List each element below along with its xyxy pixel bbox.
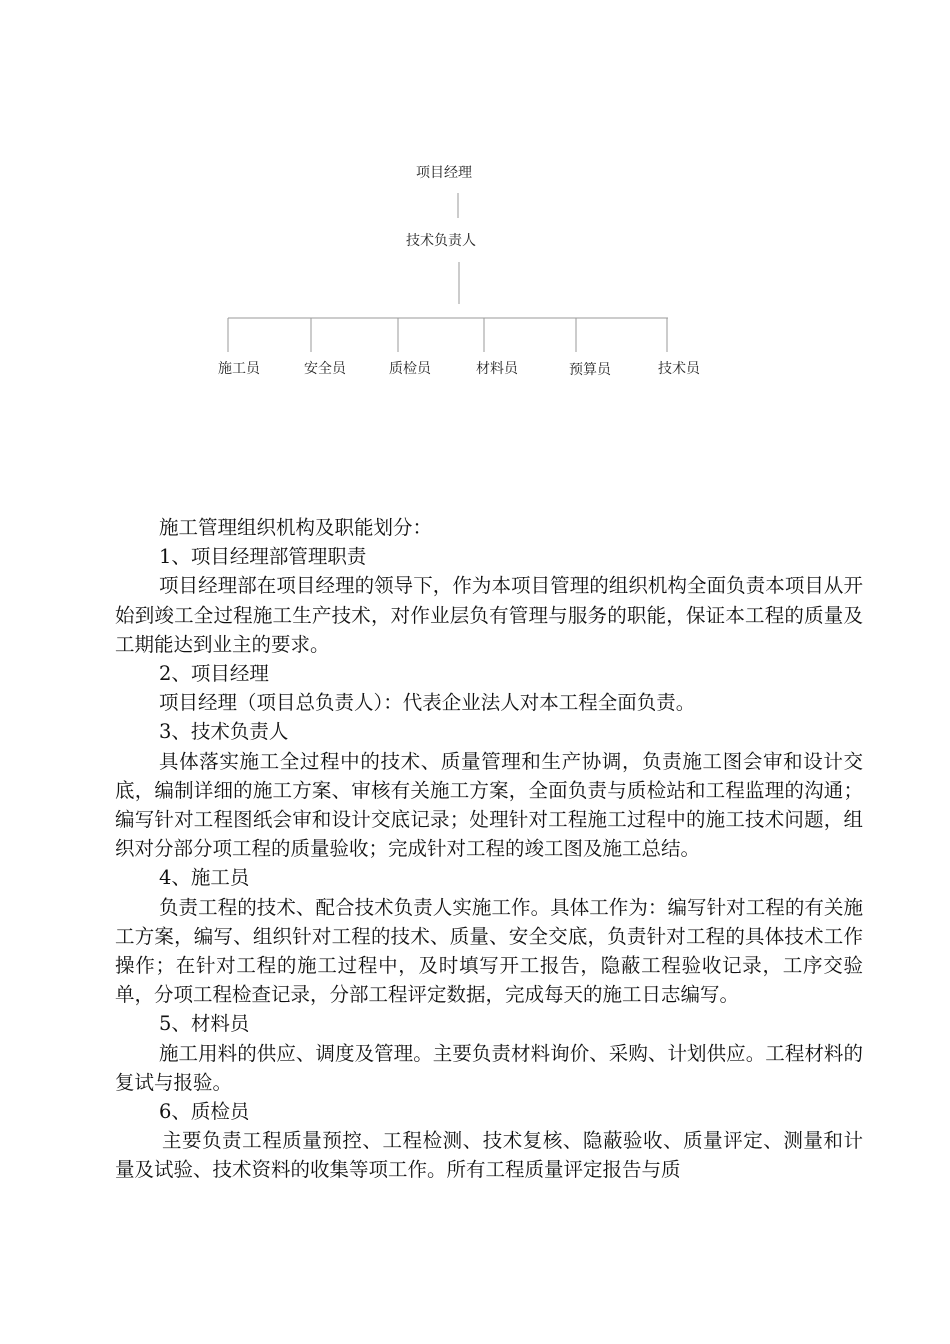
org-chart-lines xyxy=(0,0,950,420)
node-technical-lead: 技术负责人 xyxy=(406,233,476,249)
heading-3: 3、技术负责人 xyxy=(159,720,289,744)
paragraph-6: 主要负责工程质量预控、工程检测、技术复核、隐蔽验收、质量评定、测量和计量及试验、技术资料的收集等项工作。所有工程质量评定报告与质 xyxy=(115,1129,863,1182)
node-safety-officer: 安全员 xyxy=(304,361,346,377)
paragraph-5: 施工用料的供应、调度及管理。主要负责材料询价、采购、计划供应。工程材料的复试与报验。 xyxy=(115,1041,863,1094)
node-technician: 技术员 xyxy=(658,361,700,377)
heading-2: 2、项目经理 xyxy=(159,662,269,686)
heading-5: 5、材料员 xyxy=(159,1012,250,1036)
paragraph-1: 项目经理部在项目经理的领导下，作为本项目管理的组织机构全面负责本项目从开始到竣工全过程施工生产技术，对作业层负有管理与服务的职能，保证本工程的质量及工期能达到业主的要求。 xyxy=(115,574,863,656)
node-quality-inspector: 质检员 xyxy=(389,361,431,377)
section-intro-heading: 施工管理组织机构及职能划分： xyxy=(159,516,433,539)
node-budget-officer: 预算员 xyxy=(569,362,611,378)
paragraph-4: 负责工程的技术、配合技术负责人实施工作。具体工作为：编写针对工程的有关施工方案，编写、组织针对工程的技术、质量、安全交底，负责针对工程的具体技术工作操作；在针对工程的施工过程中，及时填写开工报告，隐蔽工程验收记录，工序交验单，分项工程检查记录，分部工程评定数据，完成每天的施工日志编写。 xyxy=(115,895,863,1007)
paragraph-2: 项目经理（项目总负责人）：代表企业法人对本工程全面负责。 xyxy=(159,691,696,715)
heading-4: 4、施工员 xyxy=(159,866,250,890)
heading-6: 6、质检员 xyxy=(159,1100,250,1124)
document-body xyxy=(115,513,863,1185)
org-chart xyxy=(0,0,950,420)
heading-1: 1、项目经理部管理职责 xyxy=(159,545,367,569)
node-construction-worker: 施工员 xyxy=(218,361,260,377)
paragraph-3: 具体落实施工全过程中的技术、质量管理和生产协调，负责施工图会审和设计交底，编制详细的施工方案、审核有关施工方案，全面负责与质检站和工程监理的沟通；编写针对工程图纸会审和设计交底记录；处理针对工程施工过程中的施工技术问题，组织对分部分项工程的质量验收；完成针对工程的竣工图及施工总结。 xyxy=(115,749,863,861)
node-materials-officer: 材料员 xyxy=(476,361,518,377)
node-project-manager: 项目经理 xyxy=(416,165,472,181)
